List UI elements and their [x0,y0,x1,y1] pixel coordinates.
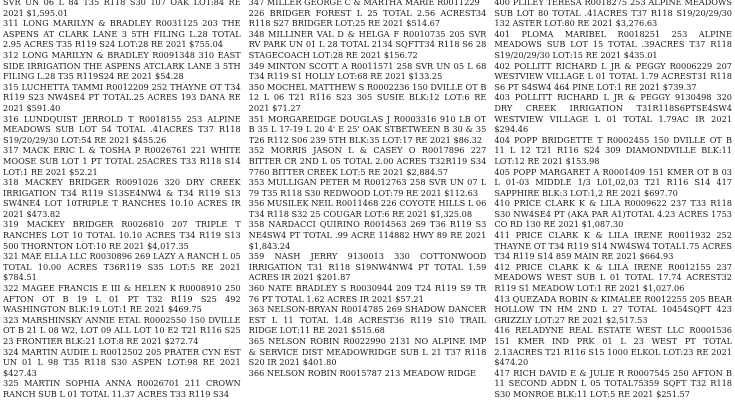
list-item: 359 NASH JERRY 9130013 330 COTTONWOOD IRRIGATION T31 R118 S19NW4NW4 PT TOTAL 1.59 ACRES IR 2021 $201.87 [248,251,487,283]
list-item: 315 LUCHETTA TAMMI R0012209 252 THAYNE OT T34 R119 S23 NW4SE4 PT TOTAL.25 ACRES 193 DANA RE 2021 $591.40 [3,81,241,113]
list-item: 412 PRICE CLARK K & LILA IRENE R0012155 237 MEADOWS WEST SUB L 01 TOTAL 17.74 ACREST32 R119 S1 MEADOW LOT:1 RE 2021 $1,027.06 [494,261,733,294]
list-item: 410 PRICE CLARK K & LILA R0009622 237 T33 R118 S30 NW4SE4 PT (AKA PAR A1)TOTAL 4.23 ACRES 1753 CO RD 130 RE 2021 $1,087.30 [494,198,733,230]
list-item: 316 LUNDQUIST JERROLD T R0018155 253 ALPINE MEADOWS SUB LOT 54 TOTAL .41ACRES T37 R118 S19/20/29/30 LOT:54 RE 2021 $455.26 [3,113,241,145]
list-item: 349 MINTON SCOTT A R0011571 258 SVR UN 05 L 68 T34 R119 S1 HOLLY LOT:68 RE 2021 $133.25 [248,60,487,82]
list-item: 318 MACKEY BRIDGER R0091026 320 DRY CREEK IRRIGATION T34 R119 S13SE4NW4 & T34 R119 S13 SW4NE4 LOT 10TRIPLE T RANCHES 10.10 ACRES IR 2021 $473.82 [3,177,241,219]
list-item: 411 PRICE CLARK K & LILA IRENE R0011932 252 THAYNE OT T34 R119 S14 NW4SW4 TOTAL1.75 ACRES T34 R119 S14 859 MAIN RE 2021 $664.93 [494,230,733,262]
column-left [3,0,241,400]
list-item: 319 MACKEY BRIDGER R0026810 207 TRIPLE T RANCHES LOT 10 TOTAL 10.10 ACRES T34 R119 S13 500 THORNTON LOT:10 RE 2021 $4,017.35 [3,219,241,251]
list-item: 226 BRIDGER FOREST L 25 TOTAL 2.56 ACREST34 R118 S27 BRIDGER LOT:25 RE 2021 $514.67 [248,7,487,29]
list-item: SVR UN 06 L 84 T35 R118 S30 107 OAK LOT:84 RE 2021 $1,595.01 [3,0,241,18]
list-item: 405 POPP MARGARET A R0001409 151 KMER OT B 03 L 01-03 MIDDLE 1/3 L01,02,03 T21 R116 S14 417 SAPPHIRE BLK:3 LOT:1,2 RE 2021 $697.70 [494,166,733,198]
list-item: 324 MARTIN AUDIE L R0012502 205 PRATER CYN EST UN 01 L 98 T35 R118 S30 ASPEN LOT:98 RE 2021 $427.43 [3,346,241,378]
list-item: 417 RICH DAVID E & JULIE R R0007545 250 AFTON B 11 SECOND ADDN L 05 TOTAL75359 SQFT T32 R118 S30 MONROE BLK:11 LOT:5 RE 2021 $251.57 [494,367,733,399]
list-item: 356 MUSILEK NEIL R0011468 226 COYOTE HILLS L 06 T34 R118 S32 25 COUGAR LOT:6 RE 2021 $1,325.08 [248,198,487,219]
list-item: 311 LONG MARILYN & BRADLEY R0031125 203 THE ASPENS AT CLARK LANE 3 5TH FILING L.28 TOTAL 2.95 ACRES T35 R119 S24 LOT:28 RE 2021 $755.04 [3,18,241,50]
list-item: 358 NARDACCI QUIRINO R0014563 269 T36 R119 S3 NE4SW4 PT TOTAL .99 ACRE 114882 HWY 89 RE 2021 $1,843.24 [248,219,487,251]
list-item: 352 MORRIS JASON L & CASEY O R0017896 227 BITTER CR 2ND L 05 TOTAL 2.00 ACRES T32R119 S34 7760 BITTER CREEK LOT:5 RE 2021 $2,884.57 [248,145,487,177]
list-item: 317 MACK ERIC L & TOSHA P R0026761 221 WHITE MOOSE SUB LOT 1 PT TOTAL 25ACRES T33 R118 S14 LOT:1 RE 2021 $52.21 [3,145,241,177]
list-item: 401 PLOMA MARIBEL R0018251 253 ALPINE MEADOWS SUB LOT 15 TOTAL .39ACRES T37 R118 S19/20/29/30 LOT:15 RE 2021 $435.01 [494,28,733,60]
list-item: 365 NELSON ROBIN R0022990 2131 NO ALPINE IMP & SERVICE DIST MEADOWRIDGE SUB L 21 T37 R118 S20 IR 2021 $401.80 [248,336,487,368]
column-middle [249,0,487,400]
list-item: 325 MARTIN SOPHIA ANNA R0026701 211 CROWN RANCH SUB L 01 TOTAL 11.37 ACRES T33 R119 S34 [3,378,241,399]
list-item: 404 POPP BRIDGETTE T R0002455 150 DVILLE OT B 11 L 12 T21 R116 S24 309 DIAMONDVILLE BLK:11 LOT:12 RE 2021 $153.98 [494,134,733,166]
list-item: 353 MULLIGAN PETER M R0012763 258 SVR UN 07 L 79 T35 R118 S30 REDWOOD LOT:79 RE 2021 $112.63 [248,177,487,198]
list-item: 416 RELADYNE REAL ESTATE WEST LLC R0001536 151 KMER IND PRK 01 L 23 WEST PT TOTAL 2.13ACRES T21 R116 S15 1000 ELKOL LOT:23 RE 2021 $474.20 [494,325,733,368]
column-right [494,0,732,400]
list-item: 400 PLILEY TERESA R0018275 253 ALPINE MEADOWS SUB LOT 80 TOTAL .41ACRES T37 R118 S19/20/29/30 132 ASTER LOT:80 RE 2021 $3,276.63 [494,0,733,29]
list-item: 347 MILLER GEORGE C & MARTHA MARIE R0011229 [248,0,480,7]
list-item: 321 MAE ELLA LLC R0030896 269 LAZY A RANCH L 05 TOTAL 10.00 ACRES T36R119 S35 LOT:5 RE 2021 $784.51 [3,251,241,283]
list-item: 360 NATE BRADLEY S R0030944 209 T24 R119 S9 TR 76 PT TOTAL 1.62 ACRES IR 2021 $57.21 [248,283,487,304]
list-item: 402 POLLITT RICHARD L JR & PEGGY R0006229 207 WESTVIEW VILLAGE L 01 TOTAL 1.79 ACREST31 R118 S6 PT S4SW4 464 PINE LOT:1 RE 2021 $739.37 [494,60,733,92]
list-item: 366 NELSON ROBIN R0015787 213 MEADOW RIDGE [248,367,476,378]
list-item: 323 MARSHINSKY ANNIE ETAL R0002550 150 DVILLE OT B 21 L 08 W2, LOT 09 ALL LOT 10 E2 T21 R116 S25 23 FRONTIER BLK:21 LOT:8 RE 2021 $272.74 [3,314,241,346]
list-item: 413 QUEZADA ROBIN & KIMALEE R0012255 205 BEAR HOLLOW TN HM 2ND L 27 TOTAL 10454SQFT 423 GRIZZLY LOT:27 RE 2021 $2,517.53 [494,293,733,325]
list-item: 312 LONG MARILYN & BRADLEY R0091348 310 EAST SIDE IRRIGATION THE ASPENS ATCLARK LANE 3 5TH FILING L.28 T35 R119S24 RE 2021 $54.28 [3,49,241,82]
list-item: 322 MAGEE FRANCIS E III & HELEN K R0008910 250 AFTON OT B 19 L 01 PT T32 R119 S25 492 WASHINGTON BLK:19 LOT:1 RE 2021 $469.75 [3,283,241,315]
list-item: 403 POLLITT RICHARD L JR & PEGGY 9130498 320 DRY CREEK IRRIGATION T31R118S6PTSE4SW4 WESTVIEW VILLAGE L 01 TOTAL 1.79AC IR 2021 $294.46 [494,92,733,135]
list-item: 348 MILLINER VAL D & HELGA F R0010735 205 SVR RV PARK UN 01 L 28 TOTAL 2134 SQFTT34 R118 S6 28 STAGECOACH LOT:28 RE 2021 $156.72 [248,28,487,60]
list-item: 350 MOCHEL MATTHEW S R0002236 150 DVILLE OT B 12 L 06 T21 R116 S23 305 SUSIE BLK:12 LOT:6 RE 2021 $71.27 [248,81,487,113]
list-item: 351 MORGAREIDGE DOUGLAS J R0003316 910 LB OT B 35 L 17-19 L 20 4' E 25' OAK STBETWEEN B 30 & 35 T26 R112 S06 239 5TH BLK:35 LOT:17 RE 2021 $86.32 [248,113,487,145]
list-item: 363 NELSON-BRYAN R0014785 269 SHADOW DANCER EST L 11 TOTAL 1.48 ACREST36 R119 S10 TRAIL RIDGE LOT:11 RE 2021 $515.68 [248,304,487,336]
